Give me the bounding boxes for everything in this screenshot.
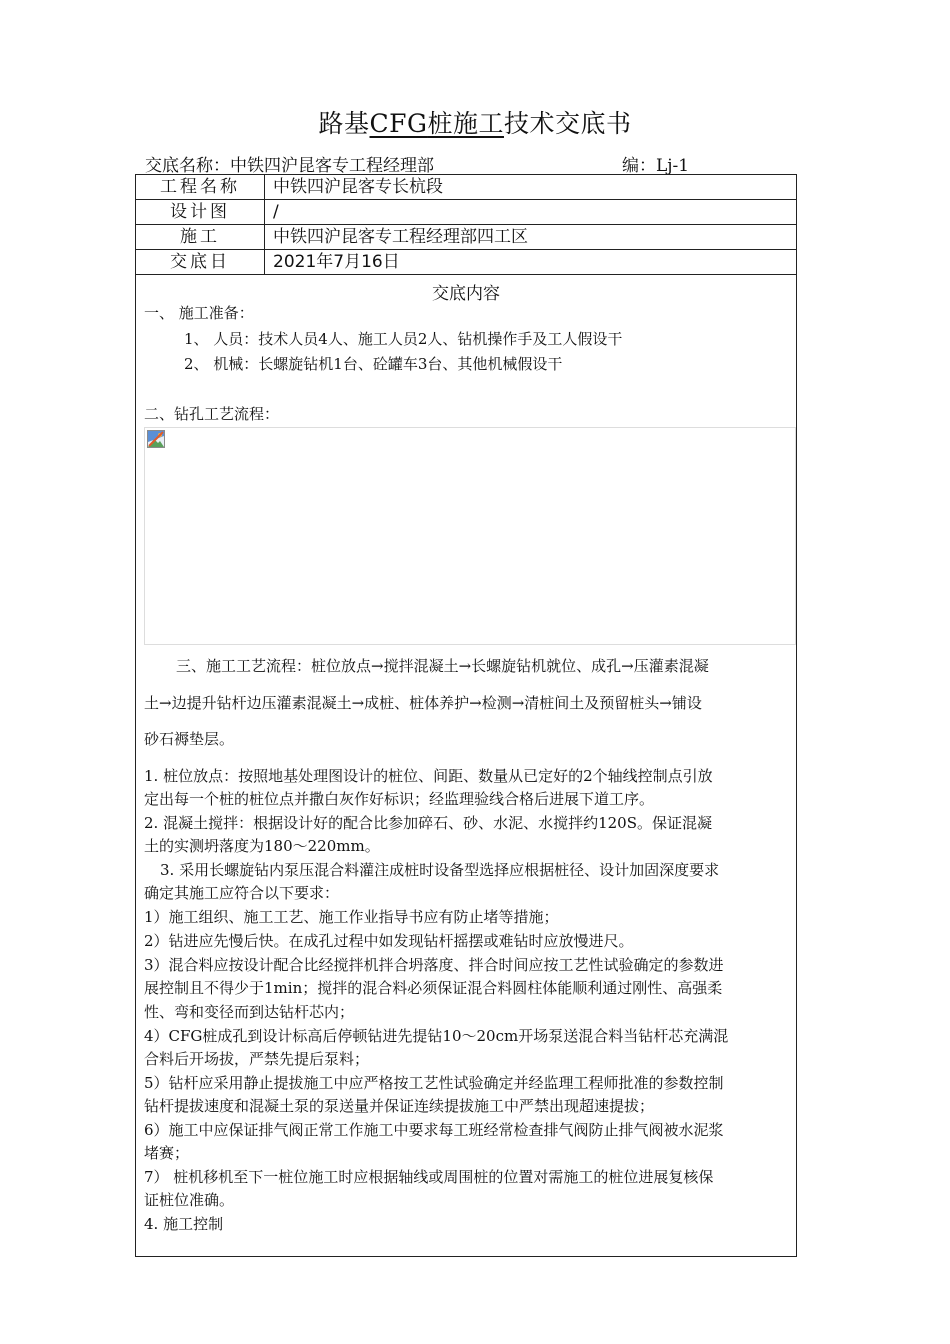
para-1-line-1: 1. 桩位放点：按照地基处理图设计的桩位、间距、数量从已定好的2个轴线控制点引放 — [144, 767, 713, 785]
meta-line — [145, 151, 805, 175]
section-1-item-1: 1、 人员：技术人员4人、施工人员2人、钻机操作手及工人假设干 — [184, 330, 623, 348]
para-3-line-2: 确定其施工应符合以下要求： — [144, 884, 340, 902]
req-4-line-1: 4）CFG桩成孔到设计标高后停顿钻进先提钻10～20cm开场泵送混合料当钻杆芯充满混 — [144, 1027, 729, 1045]
row-key: 交底日 — [136, 250, 265, 274]
req-5-line-2: 钻杆提拔速度和混凝土泵的泵送量并保证连续提拔施工中严禁出现超速提拔； — [144, 1097, 655, 1115]
row-key: 施工 — [136, 225, 265, 249]
briefing-table — [135, 174, 797, 1257]
req-5-line-1: 5）钻杆应采用静止提拔施工中应严格按工艺性试验确定并经监理工程师批准的参数控制 — [144, 1074, 724, 1092]
row-date — [136, 250, 796, 275]
para-4-title: 4. 施工控制 — [144, 1215, 224, 1233]
req-1: 1）施工组织、施工工艺、施工作业指导书应有防止堵等措施； — [144, 908, 559, 926]
row-design-drawing — [136, 200, 796, 225]
meta-unit: 交底名称：中铁四沪昆客专工程经理部 — [145, 156, 434, 176]
section-1-item-2: 2、 机械：长螺旋钻机1台、砼罐车3台、其他机械假设干 — [184, 355, 563, 373]
content-heading: 交底内容 — [432, 284, 500, 304]
row-construction — [136, 225, 796, 250]
para-2-line-1: 2. 混凝土搅拌：根据设计好的配合比参加碎石、砂、水泥、水搅拌约120S。保证混凝 — [144, 814, 712, 832]
row-key: 工程名称 — [136, 175, 265, 199]
req-6-line-1: 6）施工中应保证排气阀正常工作施工中要求每工班经常检查排气阀防止排气阀被水泥浆 — [144, 1121, 724, 1139]
row-project-name — [136, 175, 796, 200]
broken-image-icon — [147, 430, 165, 448]
row-value: 2021年7月16日 — [273, 252, 400, 272]
title-part-4: 技术交底书 — [503, 109, 632, 138]
title-part-3: 桩施工 — [427, 109, 504, 138]
meta-code: 编：Lj-1 — [622, 156, 690, 176]
section-1-title: 一、 施工准备： — [144, 304, 254, 322]
row-value: / — [273, 202, 279, 222]
req-4-line-2: 合料后开场拔，严禁先提后泵料； — [144, 1050, 370, 1068]
req-3-line-2: 展控制且不得少于1min；搅拌的混合料必须保证混合料圆柱体能顺利通过刚性、高强柔 — [144, 979, 723, 997]
section-3-line-1: 三、施工工艺流程：桩位放点→搅拌混凝土→长螺旋钻机就位、成孔→压灌素混凝 — [176, 657, 709, 675]
title-part-1: 路基 — [318, 109, 370, 138]
req-7-line-2: 证桩位准确。 — [144, 1191, 235, 1209]
row-key: 设计图 — [136, 200, 265, 224]
document-title — [0, 104, 950, 140]
req-6-line-2: 堵赛； — [144, 1144, 190, 1162]
section-3-line-2: 土→边提升钻杆边压灌素混凝土→成桩、桩体养护→检测→清桩间土及预留桩头→铺设 — [144, 694, 702, 712]
title-part-2: CFG — [369, 109, 428, 138]
req-7-line-1: 7） 桩机移机至下一桩位施工时应根据轴线或周围桩的位置对需施工的桩位进展复核保 — [144, 1168, 714, 1186]
process-flow-image — [144, 427, 796, 645]
section-2-title: 二、钻孔工艺流程： — [144, 405, 280, 423]
req-3-line-3: 性、弯和变径而到达钻杆芯内； — [144, 1003, 355, 1021]
row-value: 中铁四沪昆客专工程经理部四工区 — [273, 227, 528, 247]
req-2: 2）钻进应先慢后快。在成孔过程中如发现钻杆摇摆或难钻时应放慢进尺。 — [144, 932, 634, 950]
para-3-line-1: 3. 采用长螺旋钻内泵压混合料灌注成桩时设备型选择应根据桩径、设计加固深度要求 — [160, 861, 720, 879]
para-2-line-2: 土的实测坍落度为180～220mm。 — [144, 837, 380, 855]
para-1-line-2: 定出每一个桩的桩位点并撒白灰作好标识；经监理验线合格后进展下道工序。 — [144, 790, 655, 808]
req-3-line-1: 3）混合料应按设计配合比经搅拌机拌合坍落度、拌合时间应按工艺性试验确定的参数进 — [144, 956, 724, 974]
section-3-line-3: 砂石褥垫层。 — [144, 730, 235, 748]
row-value: 中铁四沪昆客专长杭段 — [273, 177, 443, 197]
